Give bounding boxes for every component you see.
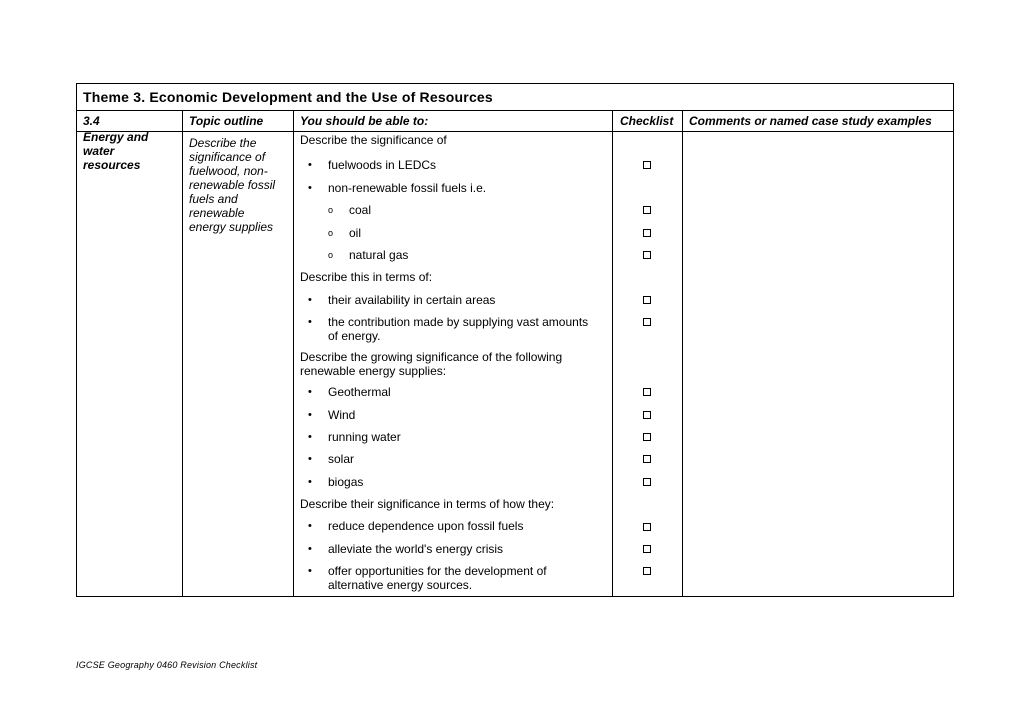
- checkbox[interactable]: [643, 206, 651, 214]
- objective-text: their availability in certain areas: [328, 292, 496, 307]
- objective-line: [294, 471, 612, 493]
- bullet-icon: •: [308, 293, 312, 306]
- objective-line: [294, 289, 612, 311]
- topic-line: Describe the: [189, 136, 257, 150]
- objectives-cell: [294, 132, 613, 596]
- objective-text: alleviate the world's energy crisis: [328, 541, 504, 556]
- bullet-icon: •: [308, 408, 312, 421]
- topic-line: fuelwood, non-: [189, 164, 268, 178]
- topic-line: renewable fossil: [189, 178, 276, 192]
- objective-line: [294, 560, 612, 595]
- objective-line: [294, 266, 612, 288]
- bullet-icon: •: [308, 475, 312, 488]
- section-title-line: resources: [83, 158, 141, 172]
- objective-text: non-renewable fossil fuels i.e.: [328, 180, 487, 195]
- checklist-header: Checklist: [613, 111, 683, 131]
- bullet-icon: •: [308, 430, 312, 443]
- objective-line: [294, 493, 612, 515]
- objective-line: [294, 404, 612, 426]
- objective-heading: Describe the growing significance of the following renewable energy supplies:: [300, 350, 563, 379]
- sub-bullet-icon: o: [328, 249, 334, 260]
- objective-line: [294, 154, 612, 176]
- body-row: [77, 132, 953, 596]
- sub-bullet-icon: o: [328, 205, 334, 216]
- comments-header: Comments or named case study examples: [689, 114, 932, 128]
- bullet-icon: •: [308, 520, 312, 533]
- objective-line: [294, 222, 612, 244]
- checkbox[interactable]: [643, 523, 651, 531]
- objective-line: [294, 538, 612, 560]
- objective-text: running water: [328, 429, 401, 444]
- objective-line: [294, 515, 612, 537]
- section-title-line: water: [83, 144, 115, 158]
- ref-header: 3.4: [77, 111, 183, 131]
- objective-heading: Describe the significance of: [300, 133, 447, 147]
- topic-line: significance of: [189, 150, 266, 164]
- objective-line: [294, 448, 612, 470]
- bullet-icon: •: [308, 453, 312, 466]
- comments-cell[interactable]: [683, 132, 953, 596]
- objective-line: [294, 426, 612, 448]
- page-footer: IGCSE Geography 0460 Revision Checklist: [76, 660, 258, 670]
- checkbox[interactable]: [643, 545, 651, 553]
- objective-line: [294, 311, 612, 346]
- topic-outline-cell: [183, 132, 294, 596]
- sub-bullet-icon: o: [328, 227, 334, 238]
- section-cell: [77, 132, 183, 596]
- checkbox[interactable]: [643, 229, 651, 237]
- objective-text: solar: [328, 452, 355, 467]
- bullet-icon: •: [308, 386, 312, 399]
- objective-line: [294, 199, 612, 221]
- objective-line: [294, 346, 612, 381]
- section-title-line: Energy and: [83, 130, 149, 144]
- checkbox[interactable]: [643, 455, 651, 463]
- revision-checklist-table: [76, 83, 954, 597]
- objective-text: natural gas: [349, 247, 409, 262]
- checkbox[interactable]: [643, 388, 651, 396]
- able-to-header: You should be able to:: [294, 111, 613, 131]
- objective-text: biogas: [328, 474, 364, 489]
- objective-line: [294, 244, 612, 266]
- checkbox[interactable]: [643, 161, 651, 169]
- objective-heading: Describe this in terms of:: [300, 270, 433, 285]
- bullet-icon: •: [308, 181, 312, 194]
- objective-text: offer opportunities for the development of alternative energy sources.: [328, 564, 547, 593]
- topic-line: fuels and: [189, 192, 238, 206]
- topic-outline-header: Topic outline: [183, 111, 294, 131]
- objective-line: [294, 177, 612, 199]
- objective-text: coal: [349, 203, 372, 218]
- checkbox[interactable]: [643, 433, 651, 441]
- objective-heading: Describe their significance in terms of how they:: [300, 497, 555, 512]
- checkbox[interactable]: [643, 296, 651, 304]
- checkbox[interactable]: [643, 411, 651, 419]
- objective-text: the contribution made by supplying vast amounts of energy.: [328, 315, 589, 344]
- checkbox[interactable]: [643, 318, 651, 326]
- bullet-icon: •: [308, 542, 312, 555]
- objective-text: oil: [349, 225, 362, 240]
- checklist-cell: [613, 132, 683, 596]
- objective-line: [294, 132, 612, 154]
- objective-line: [294, 381, 612, 403]
- checkbox[interactable]: [643, 251, 651, 259]
- header-row: [77, 111, 953, 132]
- objective-text: Wind: [328, 407, 356, 422]
- topic-line: energy supplies: [189, 220, 274, 234]
- bullet-icon: •: [308, 316, 312, 329]
- objective-text: reduce dependence upon fossil fuels: [328, 519, 524, 534]
- objective-text: Geothermal: [328, 385, 391, 400]
- objective-text: fuelwoods in LEDCs: [328, 158, 437, 173]
- checkbox[interactable]: [643, 567, 651, 575]
- topic-line: renewable: [189, 206, 245, 220]
- bullet-icon: •: [308, 159, 312, 172]
- checkbox[interactable]: [643, 478, 651, 486]
- theme-title: Theme 3. Economic Development and the Use of Resources: [77, 84, 953, 111]
- bullet-icon: •: [308, 565, 312, 578]
